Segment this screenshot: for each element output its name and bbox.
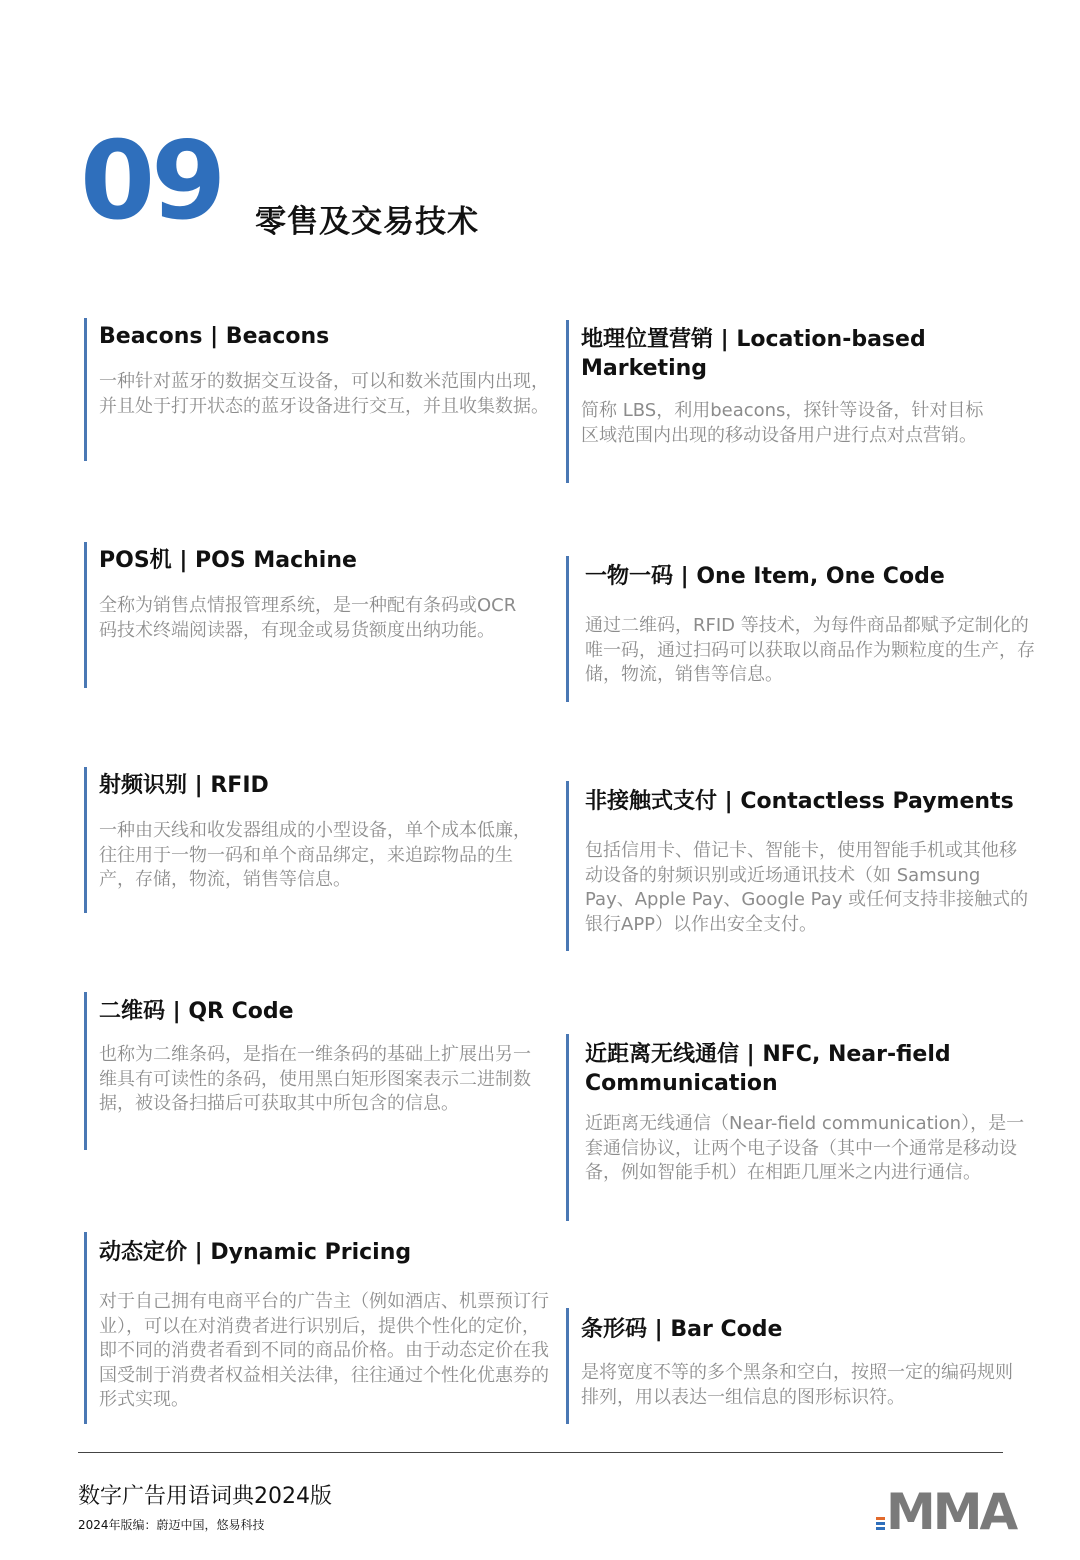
entry-description: 是将宽度不等的多个黑条和空白，按照一定的编码规则排列，用以表达一组信息的图形标识符。 xyxy=(581,1362,1013,1408)
chapter-number: 09 xyxy=(80,119,223,244)
glossary-entry-dynamic-pricing xyxy=(84,1232,549,1424)
glossary-entry-nfc xyxy=(566,1034,1036,1221)
glossary-entry-bar-code xyxy=(566,1308,1016,1424)
entry-description: 近距离无线通信（Near-field communication），是一套通信协议，让两个电子设备（其中一个通常是移动设备，例如智能手机）在相距几厘米之内进行通信。 xyxy=(585,1113,1025,1183)
entry-description: 一种由天线和收发器组成的小型设备，单个成本低廉，往往用于一物一码和单个商品绑定，来追踪物品的生产，存储，物流，销售等信息。 xyxy=(99,820,531,890)
glossary-entry-rfid xyxy=(84,767,544,913)
logo-stripe-blue xyxy=(876,1522,885,1525)
entry-term: 二维码 | QR Code xyxy=(99,999,294,1024)
entry-term: 动态定价 | Dynamic Pricing xyxy=(99,1240,412,1265)
glossary-entry-location-based-marketing xyxy=(566,320,996,483)
logo-text: MMA xyxy=(886,1486,1016,1532)
footer-title: 数字广告用语词典2024版 xyxy=(78,1484,332,1509)
chapter-title: 零售及交易技术 xyxy=(255,204,479,240)
entry-term: 一物一码 | One Item, One Code xyxy=(585,564,945,589)
mma-logo xyxy=(876,1486,1021,1532)
entry-term: POS机 | POS Machine xyxy=(99,548,357,573)
entry-term: Beacons | Beacons xyxy=(99,324,330,349)
entry-description: 也称为二维条码，是指在一维条码的基础上扩展出另一维具有可读性的条码，使用黑白矩形图案表示二进制数据，被设备扫描后可获取其中所包含的信息。 xyxy=(99,1044,531,1114)
logo-stripe-orange xyxy=(876,1517,885,1520)
footer-divider xyxy=(78,1452,1003,1453)
entry-description: 全称为销售点情报管理系统，是一种配有条码或OCR 码技术终端阅读器，有现金或易货额度出纳功能。 xyxy=(99,595,517,641)
logo-stripe-blue-2 xyxy=(876,1527,885,1530)
entry-description: 简称 LBS，利用beacons，探针等设备，针对目标区域范围内出现的移动设备用户进行点对点营销。 xyxy=(581,400,984,446)
glossary-entry-qr-code xyxy=(84,992,544,1150)
entry-description: 包括信用卡、借记卡、智能卡，使用智能手机或其他移动设备的射频识别或近场通讯技术（如 Samsung Pay、Apple Pay、Google Pay 或任何支持非接触式的银行APP）以作出安全支付。 xyxy=(585,840,1029,935)
entry-term: 条形码 | Bar Code xyxy=(581,1317,783,1342)
entry-description: 通过二维码，RFID 等技术，为每件商品都赋予定制化的唯一码，通过扫码可以获取以商品作为颗粒度的生产，存储，物流，销售等信息。 xyxy=(585,615,1035,685)
entry-term: 射频识别 | RFID xyxy=(99,773,269,798)
glossary-entry-beacons xyxy=(84,318,554,461)
entry-term: 近距离无线通信 | NFC, Near-field Communication xyxy=(585,1042,951,1096)
entry-description: 对于自己拥有电商平台的广告主（例如酒店、机票预订行业），可以在对消费者进行识别后，提供个性化的定价，即不同的消费者看到不同的商品价格。由于动态定价在我国受制于消费者权益相关法律，往往通过个性化优惠券的形式实现。 xyxy=(99,1291,549,1410)
glossary-entry-contactless-payments xyxy=(566,781,1031,951)
glossary-entry-one-item-one-code xyxy=(566,556,1036,702)
glossary-entry-pos-machine xyxy=(84,542,534,688)
entry-description: 一种针对蓝牙的数据交互设备，可以和数米范围内出现，并且处于打开状态的蓝牙设备进行交互，并且收集数据。 xyxy=(99,371,549,417)
footer-credit: 2024年版编：蔚迈中国，悠易科技 xyxy=(78,1518,265,1532)
entry-term: 非接触式支付 | Contactless Payments xyxy=(585,789,1014,814)
entry-term: 地理位置营销 | Location-based Marketing xyxy=(581,327,926,381)
